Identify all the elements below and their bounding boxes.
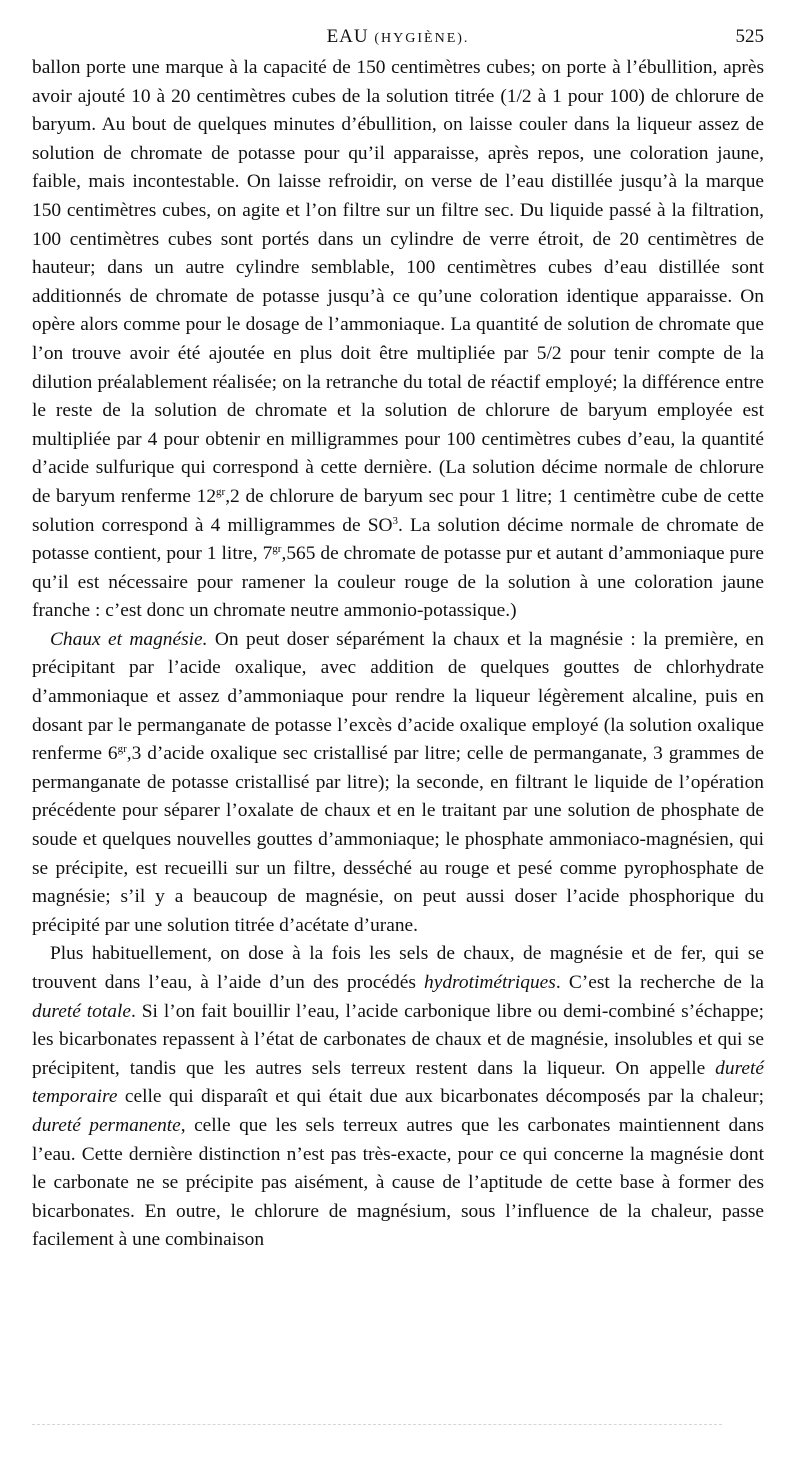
paragraph-sulfates (32, 54, 764, 626)
text-run: ,2 de chlorure de baryum sec pour 1 litre; 1 centimètre cube de cette solution correspond à 4 milligrammes de SO (32, 485, 764, 536)
text-run: ,565 de chromate de potasse pur et autant d’ammoniaque pure qu’il est nécessaire pour ramener la couleur rouge de la solution à une coloration jaune franche : c’est donc un chromate neutre ammonio-potassique.) (32, 543, 765, 622)
text-run: . La solution décime normale de chromate de potasse contient, pour 1 litre, 7 (32, 514, 764, 565)
book-page (32, 26, 764, 1255)
paragraph-durete (32, 940, 764, 1255)
text-run: ballon porte une marque à la capacité de 150 centimètres cubes; on porte à l’ébullition, après avoir ajouté 10 à 20 centimètres cubes de la solution titrée (1/2 à 1 pour 100) de chlorure de baryum. Au bout de quelques minutes d’ébullition, on laisse couler dans la liqueur assez de solution de chromate de potasse pour qu’il apparaisse, après repos, une coloration jaune, faible, mais incontestable. On laisse refroidir, on verse de l’eau distillée jusqu’à la marque 150 centimètres cubes, on agite et l’on filtre sur un filtre sec. Du liquide passé à la filtration, 100 centimètres cubes sont portés dans un cylindre de verre étroit, de 20 centimètres de hauteur; dans un autre cylindre semblable, 100 centimètres cubes d’eau distillée sont additionnés de chromate de potasse jusqu’à ce qu’une coloration identique apparaisse. On opère alors comme pour le dosage de l’ammoniaque. La quantité de solution de chromate que l’on trouve avoir été ajoutée en plus doit être multipliée par 5/2 pour tenir compte de la dilution préalablement réalisée; on la retranche du total de réactif employé; la différence entre le reste de la solution de chromate et la solution de chlorure de baryum employée est multipliée par 4 pour obtenir en milligrammes pour 100 centimètres cubes d’eau, la quantité d’acide sulfurique qui correspond à cette dernière. (La solution décime normale de chlorure de baryum renferme 12 (32, 57, 764, 507)
text-run: . C’est la recherche de la (555, 972, 764, 993)
running-title-main: EAU (326, 26, 369, 47)
running-title-sub: (HYGIÈNE). (374, 31, 470, 46)
unit-superscript: gr (272, 543, 282, 556)
italic-term: dureté permanente (32, 1114, 181, 1136)
text-run: Plus habituellement, on dose à la fois les sels de chaux, de magnésie et de fer, qui se trouvent dans l’eau, à l’aide d’un des procédés (32, 943, 764, 993)
running-header (32, 26, 764, 54)
page-number: 525 (735, 26, 764, 47)
text-run: On peut doser séparément la chaux et la magnésie : la première, en précipitant par l’acide oxalique, avec addition de quelques gouttes de chlorhydrate d’ammoniaque et assez d’ammoniaque pour rendre la liqueur légèrement alcaline, puis en dosant par le permanganate de potasse l’excès d’acide oxalique employé (la solution oxalique renferme 6 (32, 628, 764, 765)
unit-superscript: gr (216, 485, 226, 498)
section-heading: Chaux et magnésie. (50, 628, 208, 650)
italic-term: hydrotimétriques (424, 972, 556, 993)
italic-term: dureté temporaire (32, 1057, 764, 1108)
text-run: . Si l’on fait bouillir l’eau, l’acide carbonique libre ou demi-combiné s’échappe; les bicarbonates repassent à l’état de carbonates de chaux et de magnésie, insolubles et qui se précipitent, tandis que les autres sels terreux restent dans la liqueur. On appelle (32, 1000, 764, 1079)
text-run: ,3 d’acide oxalique sec cristallisé par litre; celle de permanganate, 3 grammes de permanganate de potasse cristallisé par litre); la seconde, en filtrant le liquide de l’opération précédente pour séparer l’oxalate de chaux et en le traitant par une solution de phosphate de soude et quelques nouvelles gouttes d’ammoniaque; le phosphate ammoniaco-magnésien, qui se précipite, est recueilli sur un filtre, desséché au rouge et pesé comme pyrophosphate de magnésie; s’il y a beaucoup de magnésie, on peut aussi doser l’acide phosphorique du précipité par une solution titrée d’acétate d’urane. (32, 743, 764, 936)
running-title (32, 26, 764, 48)
footer-rule (32, 1424, 722, 1425)
unit-superscript: gr (117, 743, 127, 756)
text-run: celle qui disparaît et qui était due aux bicarbonates décomposés par la chaleur; (117, 1086, 764, 1108)
text-run: , celle que les sels terreux autres que les carbonates maintiennent dans l’eau. Cette dernière distinction n’est pas très-exacte, pour ce qui concerne la magnésie dont le carbonate ne se précipite pas aisément, à cause de l’aptitude de cette base à former des bicarbonates. En outre, le chlorure de magnésium, sous l’influence de la chaleur, passe facilement à une combinaison (32, 1114, 765, 1251)
italic-term: dureté totale (32, 1000, 131, 1022)
formula-superscript: 3 (392, 514, 399, 527)
paragraph-chaux-magnesie (32, 626, 764, 941)
body-text (32, 54, 764, 1255)
